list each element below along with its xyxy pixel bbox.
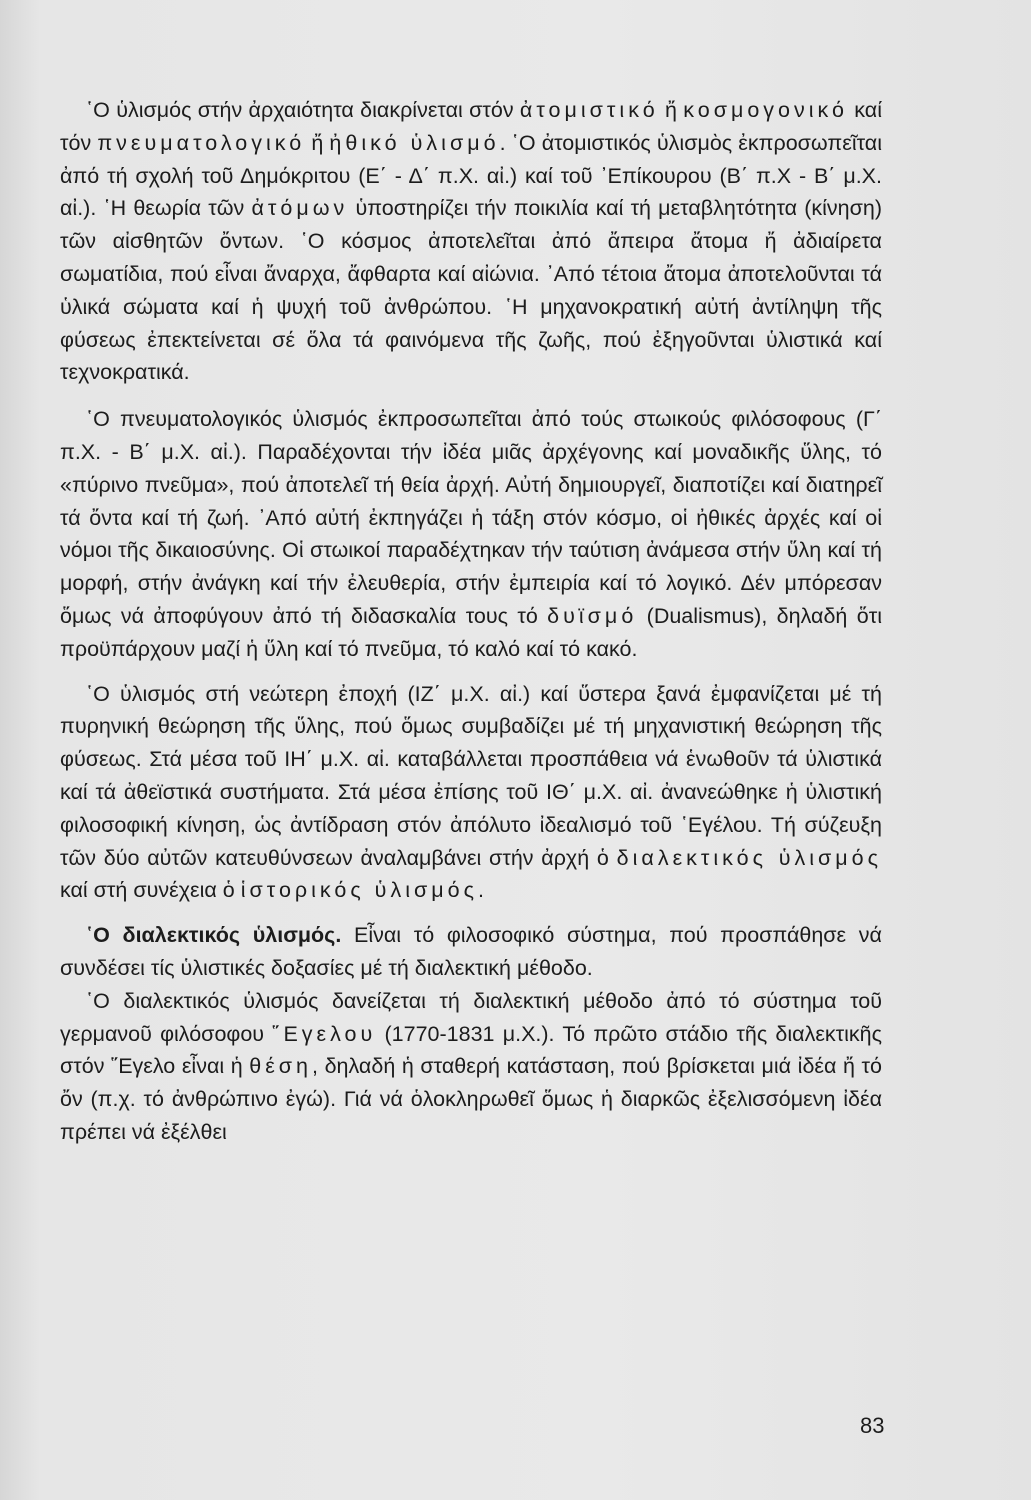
text-run: ἤ	[305, 130, 330, 155]
spaced-term: ἱστορικός ὑλισμός	[240, 878, 478, 903]
text-run: (Dualismus), δηλαδή ὅτι προϋπάρχουν μαζί ἡ ὕλη καί τό πνεῦμα, τό καλό καί τό κακό.	[60, 603, 882, 661]
text-run: καί τόν	[60, 98, 883, 155]
spaced-term: ἠθικό ὑλισμό	[329, 130, 500, 155]
text-run: ῾Ο πνευματολογικός ὑλισμός ἐκπροσωπεῖται ἀπό τούς στωικούς φιλόσοφους (Γ΄ π.Χ. - Β΄ μ.Χ. αἰ.). Παραδέχονται τήν ἰδέα μιᾶς ἀρχέγονης καί μοναδικῆς ὕλης, τό «πύρινο πνεῦμα», πού ἀποτελεῖ τή θεία ἀρχή. Αὐτή δημιουργεῖ, διαποτίζει καί διατηρεῖ τά ὄντα καί τή ζωή. ᾿Από αὐτή ἐκπηγάζει ἡ τάξη στόν κόσμο, οἱ ἠθικές ἀρχές καί οἱ νόμοι τῆς δικαιοσύνης. Οἱ στωικοί παραδέχτηκαν τήν ταύτιση ἀνάμεσα στήν ὕλη καί τή μορφή, στήν ἀνάγκη καί τήν ἐλευθερία, στήν ἐμπειρία καί τό λογικό. Δέν μπόρεσαν ὅμως νά ἀποφύγουν ἀπό τή διδασκαλία τους τό	[60, 407, 882, 628]
spaced-term: διαλεκτικός ὑλισμός	[616, 845, 882, 870]
text-run: . ῾Ο ἀτομιστικός ὑλισμὸς ἐκπροσωπεῖται ἀπό τή σχολή τοῦ Δημόκριτου (Ε΄ - Δ΄ π.Χ. αἰ.) καί τοῦ ᾿Επίκουρου (Β΄ π.Χ - Β΄ μ.Χ. αἰ.). ῾Η θεωρία τῶν	[60, 130, 882, 221]
spaced-term: κοσμογονικό	[683, 98, 848, 122]
paragraph-ancient-materialism	[60, 94, 882, 389]
paragraph-stoic-materialism	[60, 403, 882, 665]
text-run: .	[477, 878, 484, 903]
text-run: ὑποστηρίζει τήν ποικιλία καί τή μεταβλητότητα (κίνηση) τῶν αἰσθητῶν ὄντων. ῾Ο κόσμος ἀποτελεῖται ἀπό ἄπειρα ἄτομα ἤ ἀδιαίρετα σωματίδια, πού εἶναι ἄναρχα, ἄφθαρτα καί αἰώνια. ᾿Από τέτοια ἄτομα ἀποτελοῦνται τά ὑλικά σώματα καί ἡ ψυχή τοῦ ἀνθρώπου. ῾Η μηχανοκρατική αὐτή ἀντίληψη τῆς φύσεως ἐπεκτείνεται σέ ὅλα τά φαινόμενα τῆς ζωῆς, πού ἐξηγοῦνται ὑλιστικά καί τεχνοκρατικά.	[60, 196, 883, 385]
page-number: 83	[860, 1413, 885, 1438]
spaced-term: ἀτομιστικό	[519, 98, 659, 122]
text-run: καί στή συνέχεια ὁ	[60, 878, 241, 903]
spaced-term: πνευματολογικό	[97, 130, 306, 155]
text-run: Εἶναι τό φιλοσοφικό σύστημα, πού προσπάθησε νά συνδέσει τίς ὑλιστικές δοξασίες μέ τή διαλεκτική μέθοδο.	[60, 923, 882, 980]
text-run: ῾Ο διαλεκτικός ὑλισμός δανείζεται τή διαλεκτική μέθοδο ἀπό τό σύστημα τοῦ γερμανοῦ φιλόσοφου	[60, 988, 882, 1046]
text-run: ῾Ο ὑλισμός στή νεώτερη ἐποχή (ΙΖ΄ μ.Χ. αἰ.) καί ὕστερα ξανά ἐμφανίζεται μέ τή πυρηνική θεώρηση τῆς ὕλης, πού ὅμως συμβαδίζει μέ τή μηχανιστική θεώρηση τῆς φύσεως. Στά μέσα τοῦ ΙΗ΄ μ.Χ. αἰ. καταβάλλεται προσπάθεια νά ἑνωθοῦν τά ὑλιστικά καί τά ἀθεϊστικά συστήματα. Στά μέσα ἐπίσης τοῦ ΙΘ΄ μ.Χ. αἰ. ἀνανεώθηκε ἡ ὑλιστική φιλοσοφική κίνηση, ὡς ἀντίδραση στόν ἀπόλυτο ἰδεαλισμό τοῦ ῾Εγέλου. Τή σύζευξη τῶν δύο αὐτῶν κατευθύνσεων ἀναλαμβάνει στήν ἀρχή ὁ	[60, 681, 882, 870]
section-heading: ῾Ο διαλεκτικός ὑλισμός.	[86, 923, 342, 948]
paragraph-dialectical-definition	[60, 919, 882, 985]
spaced-term: δυϊσμό	[547, 603, 638, 628]
spaced-term: ῞Εγελου	[272, 1021, 377, 1046]
spaced-term: ἀτόμων	[251, 196, 349, 221]
spaced-term: θέση	[249, 1054, 313, 1079]
text-run: (1770-1831 μ.Χ.). Τό πρῶτο στάδιο τῆς διαλεκτικῆς στόν ῞Εγελο εἶναι ἡ	[60, 1021, 883, 1079]
text-run: , δηλαδή ἡ σταθερή κατάσταση, πού βρίσκεται μιά ἰδέα ἤ τό ὄν (π.χ. τό ἀνθρώπινο ἐγώ). Γιά νά ὁλοκληρωθεῖ ὅμως ἡ διαρκῶς ἐξελισσόμενη ἰδέα πρέπει νά ἐξέλθει	[60, 1054, 882, 1144]
text-run: ἤ	[658, 98, 684, 122]
paragraph-modern-materialism	[60, 678, 882, 908]
text-run: ῾Ο ὑλισμός στήν ἀρχαιότητα διακρίνεται στόν	[86, 98, 520, 122]
paragraph-hegel-method	[60, 985, 882, 1149]
body-text	[60, 94, 882, 1149]
